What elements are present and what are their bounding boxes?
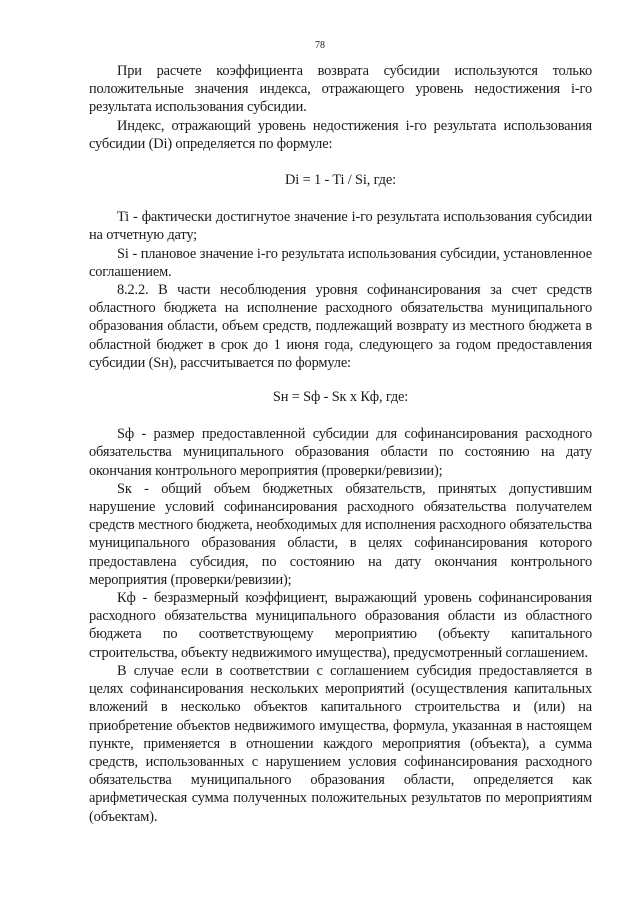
paragraph-section-8-2-2: 8.2.2. В части несоблюдения уровня софинансирования за счет средств областного бюджета на исполнение расходного обязательства муниципального образования области, объем средств, подлежащий возврату из местного бюджета в областной бюджет в срок до 1 июня года, следующего за годом предоставления субсидии (Sн), рассчитывается по формуле: (89, 282, 592, 371)
page-number: 78 (315, 40, 325, 51)
paragraph-sf-definition: Sф - размер предоставленной субсидии для софинансирования расходного обязательства муниципального образования области по состоянию на дату окончания контрольного мероприятия (проверки/ревизии); (89, 426, 592, 479)
formula-sn: Sн = Sф - Sк х Кф, где: (272, 389, 409, 406)
paragraph-si-definition: Si - плановое значение i-го результата использования субсидии, установленное соглашением. (89, 245, 592, 280)
paragraph-ti-definition: Ti - фактически достигнутое значение i-го результата использования субсидии на отчетную дату; (89, 209, 592, 244)
paragraph-coefficient-note: При расчете коэффициента возврата субсидии используются только положительные значения индекса, отражающего уровень недостижения i-го результата использования субсидии. (89, 63, 592, 116)
paragraph-kf-definition: Кф - безразмерный коэффициент, выражающий уровень софинансирования расходного обязательства муниципального образования области из областного бюджета по соответствующему мероприятию (объекту капитального строительства, объекту недвижимого имущества), предусмотренный соглашением. (89, 590, 592, 661)
paragraph-sk-definition: Sк - общий объем бюджетных обязательств, принятых допустившим нарушение условий софинансирования расходного обязательства получателем средств местного бюджета, необходимых для исполнения расходного обязательства муниципального образования области, в целях софинансирования которого предоставлена субсидия, по состоянию на дату окончания контрольного мероприятия (проверки/ревизии); (89, 480, 592, 588)
document-body (89, 62, 592, 826)
paragraph-multiple-events: В случае если в соответствии с соглашением субсидия предоставляется в целях софинансирования нескольких мероприятий (осуществления капитальных вложений в несколько объектов капитального строительства и (или) на приобретение объектов недвижимого имущества, формула, указанная в настоящем пункте, применяется в отношении каждого мероприятия (объекта), а сумма средств, использованных с нарушением условия софинансирования расходного обязательства муниципального образования области, определяется как арифметическая сумма полученных положительных результатов по мероприятиям (объектам). (89, 662, 592, 825)
formula-di: Di = 1 - Ti / Si, где: (285, 172, 396, 189)
paragraph-index-definition: Индекс, отражающий уровень недостижения i-го результата использования субсидии (Di) определяется по формуле: (89, 117, 592, 152)
